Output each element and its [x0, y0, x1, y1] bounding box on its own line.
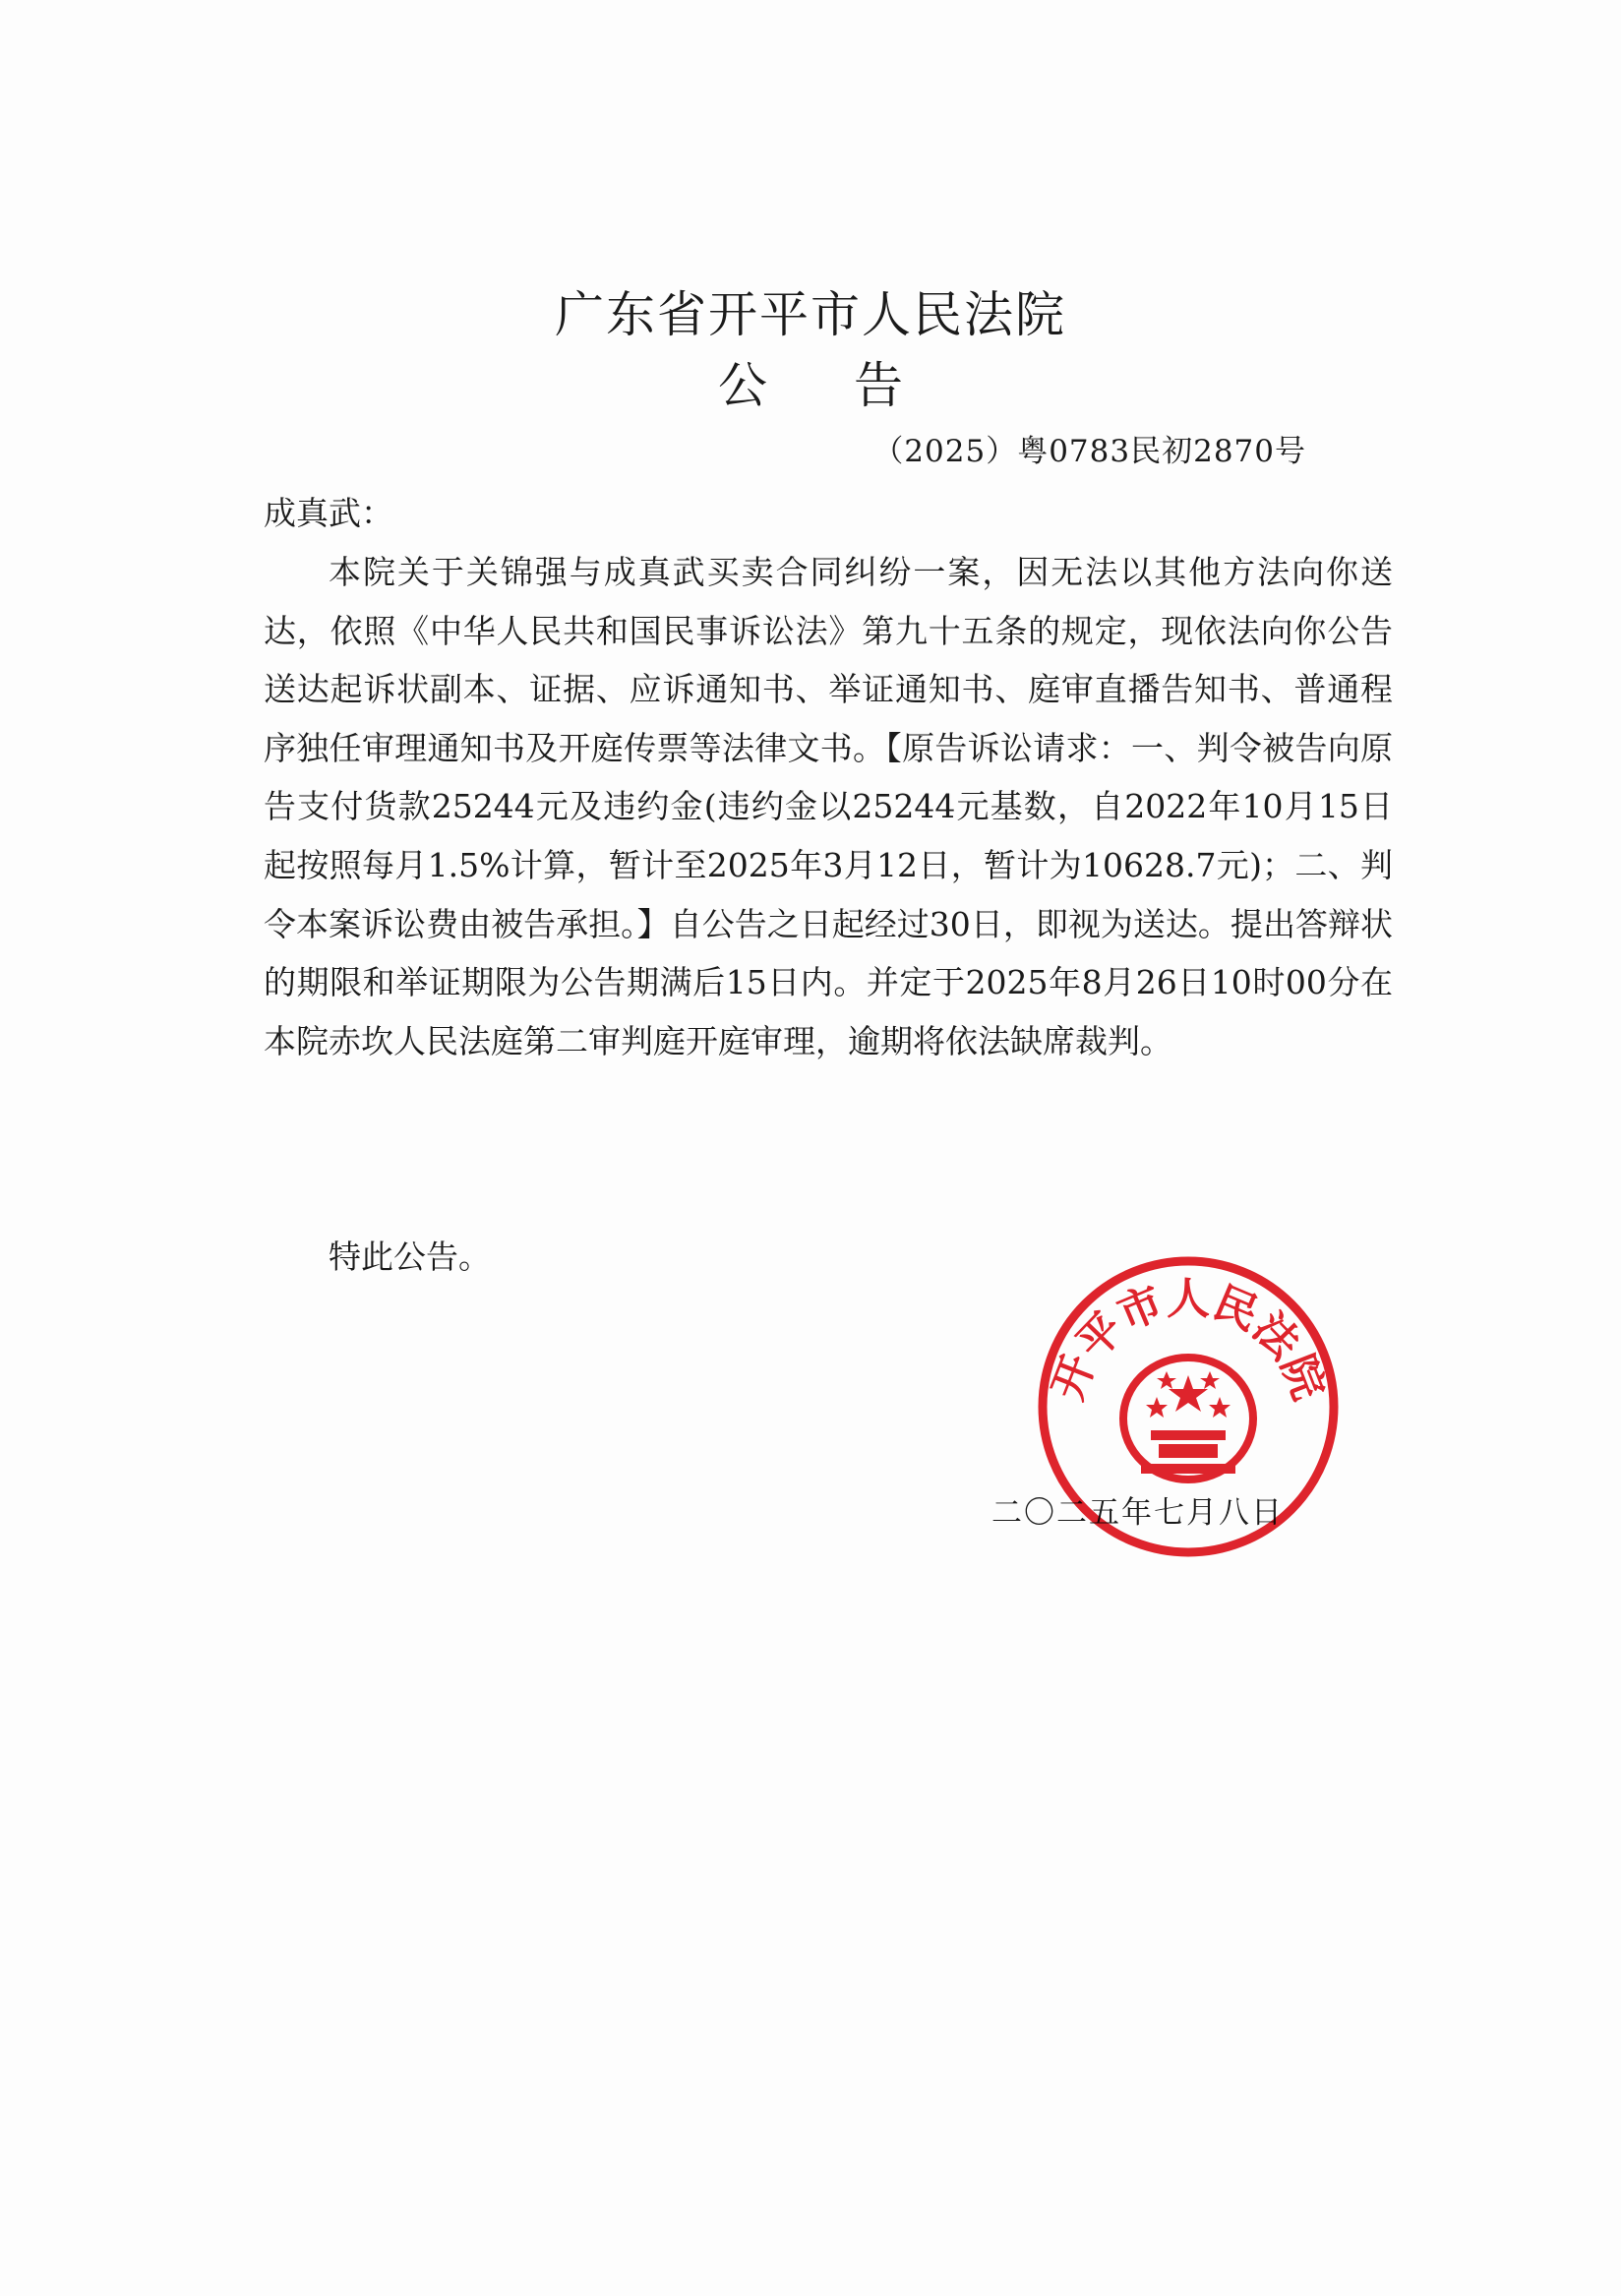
closing-remark: 特此公告。 [329, 1238, 491, 1276]
notice-body: 本院关于关锦强与成真武买卖合同纠纷一案，因无法以其他方法向你送达，依照《中华人民共和国民事诉讼法》第九十五条的规定，现依法向你公告送达起诉状副本、证据、应诉通知书、举证通知书、庭审直播告知书、普通程序独任审理通知书及开庭传票等法律文书。【原告诉讼请求：一、判令被告向原告支付货款25244元及违约金(违约金以25244元基数，自2022年10月15日起按照每月1.5%计算，暂计至2025年3月12日，暂计为10628.7元)；二、判令本案诉讼费由被告承担。】自公告之日起经过30日，即视为送达。提出答辩状的期限和举证期限为公告期满后15日内。并定于2025年8月26日10时00分在本院赤坎人民法庭第二审判庭开庭审理，逾期将依法缺席裁判。 [264, 553, 1393, 1060]
document-type-char-2: 告 [854, 357, 903, 414]
court-seal-icon [1031, 1249, 1346, 1564]
court-name: 广东省开平市人民法院 [555, 286, 1066, 343]
document-type-title [0, 356, 1621, 415]
national-emblem-icon [1123, 1358, 1253, 1480]
document-type-char-1: 公 [718, 357, 767, 414]
case-number: （2025）粤0783民初2870号 [872, 434, 1306, 469]
seal-text: 开平市人民法院 [1043, 1274, 1334, 1407]
issue-date: 二〇二五年七月八日 [991, 1495, 1284, 1531]
addressee: 成真武： [264, 494, 393, 532]
